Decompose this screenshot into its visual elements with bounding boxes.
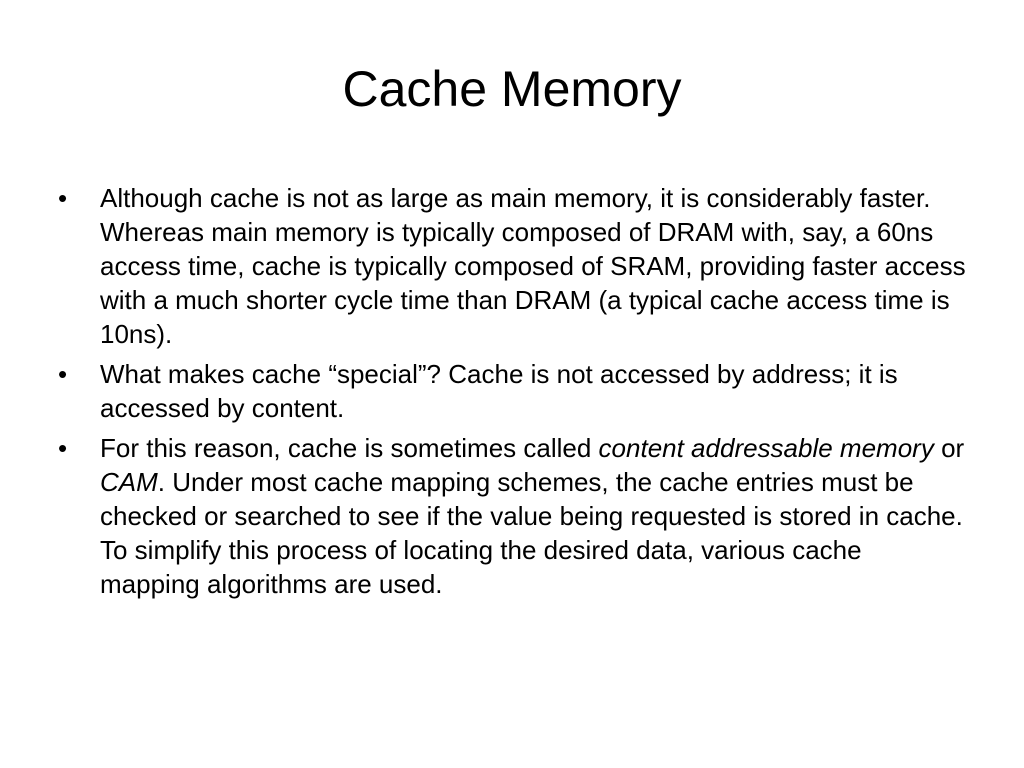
bullet-item bbox=[58, 181, 968, 351]
bullet-text-segment: . Under most cache mapping schemes, the cache entries must be checked or searched to see if the value being requested is stored in cache. To simplify this process of locating the desired data, various cache mapping algorithms are used. bbox=[100, 467, 963, 599]
slide-title: Cache Memory bbox=[342, 61, 682, 117]
bullet-text: Although cache is not as large as main memory, it is considerably faster. Whereas main memory is typically composed of DRAM with, say, a 60ns access time, cache is typically composed of SRAM, providing faster access with a much shorter cycle time than DRAM (a typical cache access time is 10ns). bbox=[100, 183, 966, 349]
bullet-item bbox=[58, 431, 968, 601]
bullet-text bbox=[100, 433, 964, 599]
bullet-italic-term: content addressable memory bbox=[598, 433, 934, 463]
bullet-text: What makes cache “special”? Cache is not accessed by address; it is accessed by content. bbox=[100, 359, 898, 423]
slide-content bbox=[58, 181, 968, 607]
bullet-icon: • bbox=[58, 359, 68, 389]
bullet-item bbox=[58, 357, 968, 425]
bullet-italic-term: CAM bbox=[100, 467, 158, 497]
bullet-text-segment: For this reason, cache is sometimes called bbox=[100, 433, 599, 463]
bullet-icon: • bbox=[58, 183, 68, 213]
bullet-text-segment: or bbox=[933, 433, 965, 463]
bullet-list bbox=[58, 181, 968, 601]
bullet-icon: • bbox=[58, 433, 68, 463]
